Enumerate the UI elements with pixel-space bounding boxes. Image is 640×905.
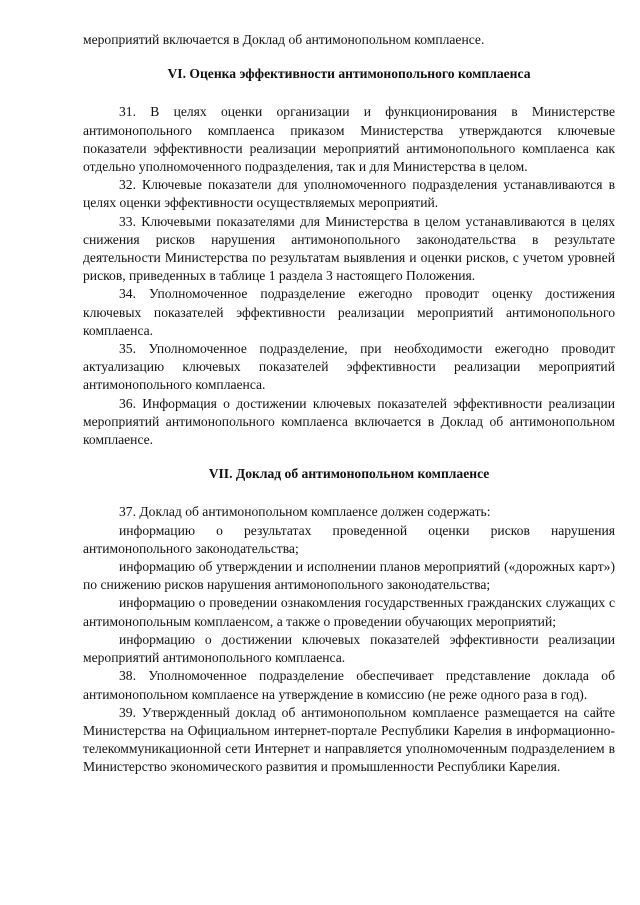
paragraph-37-item-4: информацию о достижении ключевых показателей эффективности реализации мероприятий антимонопольного комплаенса. xyxy=(83,631,615,666)
paragraph-31: 31. В целях оценки организации и функционирования в Министерстве антимонопольного комплаенса приказом Министерства утверждаются ключевые показатели эффективности реализации мероприятий антимонопольного комплаенса как отдельно уполномоченного подразделения, так и для Министерства в целом. xyxy=(83,104,615,175)
paragraph-37-item-2: информацию об утверждении и исполнении планов мероприятий («дорожных карт») по снижению рисков нарушения антимонопольного законодательства; xyxy=(83,559,615,593)
paragraph-37: 37. Доклад об антимонопольном комплаенсе должен содержать: xyxy=(119,504,491,520)
continuation-line: мероприятий включается в Доклад об антимонопольном комплаенсе. xyxy=(83,32,485,47)
paragraph-39: 39. Утвержденный доклад об антимонопольном комплаенсе размещается на сайте Министерства на Официальном интернет-портале Республики Карелия в информационно-телекоммуникационной сети Интернет и направляется уполномоченным подразделением в Министерство экономического развития и промышленности Республики Карелия. xyxy=(83,704,615,775)
paragraph-38: 38. Уполномоченное подразделение обеспечивает представление доклада об антимонопольном комплаенсе на утверждение в комиссию (не реже одного раза в год). xyxy=(83,668,615,702)
section-6-heading: VI. Оценка эффективности антимонопольного комплаенса xyxy=(167,66,531,82)
paragraph-37-item-3: информацию о проведении ознакомления государственных гражданских служащих с антимонопольным комплаенсом, а также о проведении обучающих мероприятий; xyxy=(83,595,615,629)
paragraph-35: 35. Уполномоченное подразделение, при необходимости ежегодно проводит актуализацию ключевых показателей эффективности реализации мероприятий антимонопольного комплаенса. xyxy=(83,341,615,393)
paragraph-33: 33. Ключевыми показателями для Министерства в целом устанавливаются в целях снижения рисков нарушения антимонопольного законодательства в результате деятельности Министерства по результатам выявления и оценки рисков, с учетом уровней рисков, приведенных в таблице 1 раздела 3 настоящего Положения. xyxy=(83,213,615,284)
paragraph-32: 32. Ключевые показатели для уполномоченного подразделения устанавливаются в целях оценки эффективности осуществляемых мероприятий. xyxy=(83,177,615,211)
paragraph-37-item-1: информацию о результатах проведенной оценки рисков нарушения антимонопольного законодательства; xyxy=(83,522,615,556)
section-7-heading: VII. Доклад об антимонопольном комплаенсе xyxy=(208,466,490,482)
document-page xyxy=(83,31,615,777)
paragraph-34: 34. Уполномоченное подразделение ежегодно проводит оценку достижения ключевых показателей эффективности реализации мероприятий антимонопольного комплаенса. xyxy=(83,286,615,338)
paragraph-36: 36. Информация о достижении ключевых показателей эффективности реализации мероприятий антимонопольного комплаенса включается в Доклад об антимонопольном комплаенсе. xyxy=(83,395,615,448)
